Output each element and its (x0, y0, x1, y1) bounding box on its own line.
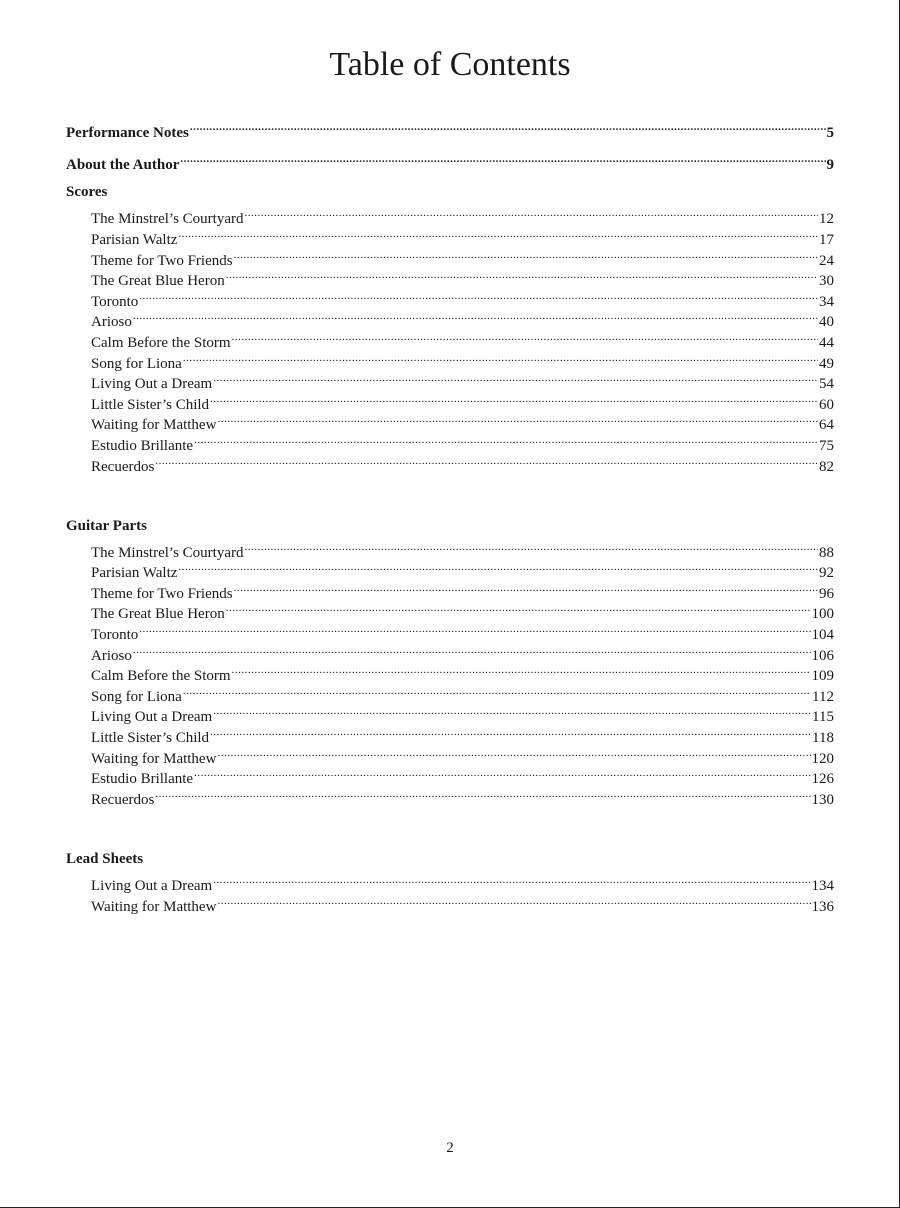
toc-entry-page: 9 (826, 157, 834, 174)
table-of-contents (66, 116, 834, 915)
toc-entry-label: Performance Notes (66, 124, 189, 141)
toc-entry-page: 130 (811, 791, 834, 808)
toc-entry-label: Estudio Brillante (91, 771, 194, 788)
toc-entry-label: Recuerdos (91, 458, 155, 475)
toc-entry-page: 64 (819, 417, 834, 434)
toc-entry-page: 104 (811, 627, 834, 644)
section-items (66, 203, 834, 475)
toc-entry-page: 24 (819, 252, 834, 269)
toc-entry-label: About the Author (66, 157, 180, 174)
section-items (66, 536, 834, 808)
toc-entry[interactable] (66, 326, 834, 351)
dot-leader (217, 409, 818, 430)
dot-leader (213, 869, 810, 890)
toc-entry-page: 54 (819, 376, 834, 393)
toc-entry[interactable] (66, 618, 834, 644)
toc-entry-label: Theme for Two Friends (91, 585, 233, 602)
toc-entry[interactable] (66, 536, 834, 561)
toc-entry-performance-notes[interactable] (66, 116, 834, 141)
toc-entry-page: 134 (811, 878, 834, 894)
dot-leader (133, 306, 818, 327)
toc-entry[interactable] (66, 244, 834, 269)
toc-entry[interactable] (66, 639, 834, 664)
dot-leader (190, 116, 826, 137)
toc-entry[interactable] (66, 203, 834, 228)
page-number: 2 (446, 1140, 454, 1156)
dot-leader (194, 429, 818, 450)
toc-entry-page: 136 (811, 898, 834, 915)
toc-entry-about-the-author[interactable] (66, 149, 834, 174)
dot-leader (194, 763, 810, 784)
toc-entry-label: Little Sister’s Child (91, 730, 210, 747)
toc-entry-page: 109 (811, 668, 834, 685)
dot-leader (183, 347, 818, 368)
toc-entry-page: 100 (811, 606, 834, 623)
toc-entry[interactable] (66, 223, 834, 248)
dot-leader (155, 783, 810, 804)
toc-entry-page: 92 (819, 565, 834, 582)
dot-leader (226, 265, 818, 286)
dot-leader (217, 890, 810, 911)
toc-entry-label: Waiting for Matthew (91, 417, 217, 434)
toc-entry[interactable] (66, 869, 834, 894)
toc-entry-label: Recuerdos (91, 791, 155, 808)
toc-entry-page: 40 (819, 314, 834, 331)
toc-entry-label: Parisian Waltz (91, 231, 178, 248)
toc-entry-page: 34 (819, 293, 834, 310)
dot-leader (234, 244, 818, 265)
toc-entry-label: Waiting for Matthew (91, 898, 217, 915)
dot-leader (180, 149, 825, 170)
toc-entry-page: 44 (819, 334, 834, 351)
dot-leader (155, 450, 818, 471)
dot-leader (226, 598, 811, 619)
toc-entry-label: The Minstrel’s Courtyard (91, 211, 244, 228)
toc-entry-page: 112 (812, 688, 834, 705)
dot-leader (139, 618, 810, 639)
toc-entry[interactable] (66, 306, 834, 331)
toc-entry-label: Living Out a Dream (91, 709, 213, 726)
toc-entry-label: Little Sister’s Child (91, 396, 210, 413)
toc-entry-label: Calm Before the Storm (91, 668, 231, 685)
toc-entry-label: Parisian Waltz (91, 565, 178, 582)
toc-entry-page: 30 (819, 273, 834, 290)
section-scores (66, 182, 834, 475)
toc-entry-page: 5 (826, 124, 834, 141)
toc-entry-page: 60 (819, 396, 834, 413)
toc-entry-page: 115 (812, 709, 834, 726)
section-guitar-parts (66, 516, 834, 808)
toc-entry-label: Song for Liona (91, 355, 182, 372)
toc-entry-page: 82 (819, 458, 834, 475)
dot-leader (244, 536, 818, 557)
dot-leader (183, 680, 811, 701)
dot-leader (178, 557, 818, 578)
toc-entry-page: 96 (819, 585, 834, 602)
toc-entry-page: 49 (819, 355, 834, 372)
toc-entry[interactable] (66, 660, 834, 685)
dot-leader (213, 368, 818, 389)
toc-entry-label: Arioso (91, 647, 132, 664)
toc-entry-page: 12 (819, 211, 834, 228)
toc-entry-label: Toronto (91, 293, 139, 310)
dot-leader (213, 701, 811, 722)
toc-entry-page: 106 (811, 647, 834, 664)
dot-leader (232, 660, 811, 681)
toc-entry[interactable] (66, 577, 834, 602)
dot-leader (210, 388, 818, 409)
dot-leader (217, 742, 810, 763)
section-heading: Guitar Parts (66, 517, 147, 534)
dot-leader (178, 223, 818, 244)
toc-entry-label: The Great Blue Heron (91, 606, 225, 623)
toc-entry-label: Estudio Brillante (91, 437, 194, 454)
dot-leader (244, 203, 818, 224)
toc-entry[interactable] (66, 450, 834, 475)
toc-entry-page: 126 (811, 771, 834, 788)
section-heading: Scores (66, 184, 108, 201)
toc-entry-label: The Great Blue Heron (91, 273, 225, 290)
section-items (66, 869, 834, 915)
section-lead-sheets (66, 849, 834, 915)
toc-entry[interactable] (66, 783, 834, 808)
dot-leader (210, 721, 811, 742)
toc-entry-label: Living Out a Dream (91, 878, 213, 894)
toc-entry-label: Living Out a Dream (91, 376, 213, 393)
section-heading: Lead Sheets (66, 850, 144, 867)
toc-entry-page: 120 (811, 750, 834, 767)
toc-entry-label: Song for Liona (91, 688, 182, 705)
dot-leader (234, 577, 818, 598)
toc-entry[interactable] (66, 285, 834, 310)
page-title: Table of Contents (329, 46, 571, 83)
dot-leader (133, 639, 811, 660)
toc-entry-label: Waiting for Matthew (91, 750, 217, 767)
toc-entry-label: Calm Before the Storm (91, 334, 231, 351)
toc-entry-label: Arioso (91, 314, 132, 331)
toc-entry-page: 118 (812, 730, 834, 747)
dot-leader (139, 285, 818, 306)
dot-leader (232, 326, 818, 347)
toc-entry[interactable] (66, 557, 834, 582)
toc-entry-label: Theme for Two Friends (91, 252, 233, 269)
toc-entry-page: 75 (819, 437, 834, 454)
toc-entry-label: The Minstrel’s Courtyard (91, 544, 244, 561)
toc-entry-page: 88 (819, 544, 834, 561)
toc-entry-page: 17 (819, 231, 834, 248)
toc-entry-label: Toronto (91, 627, 139, 644)
